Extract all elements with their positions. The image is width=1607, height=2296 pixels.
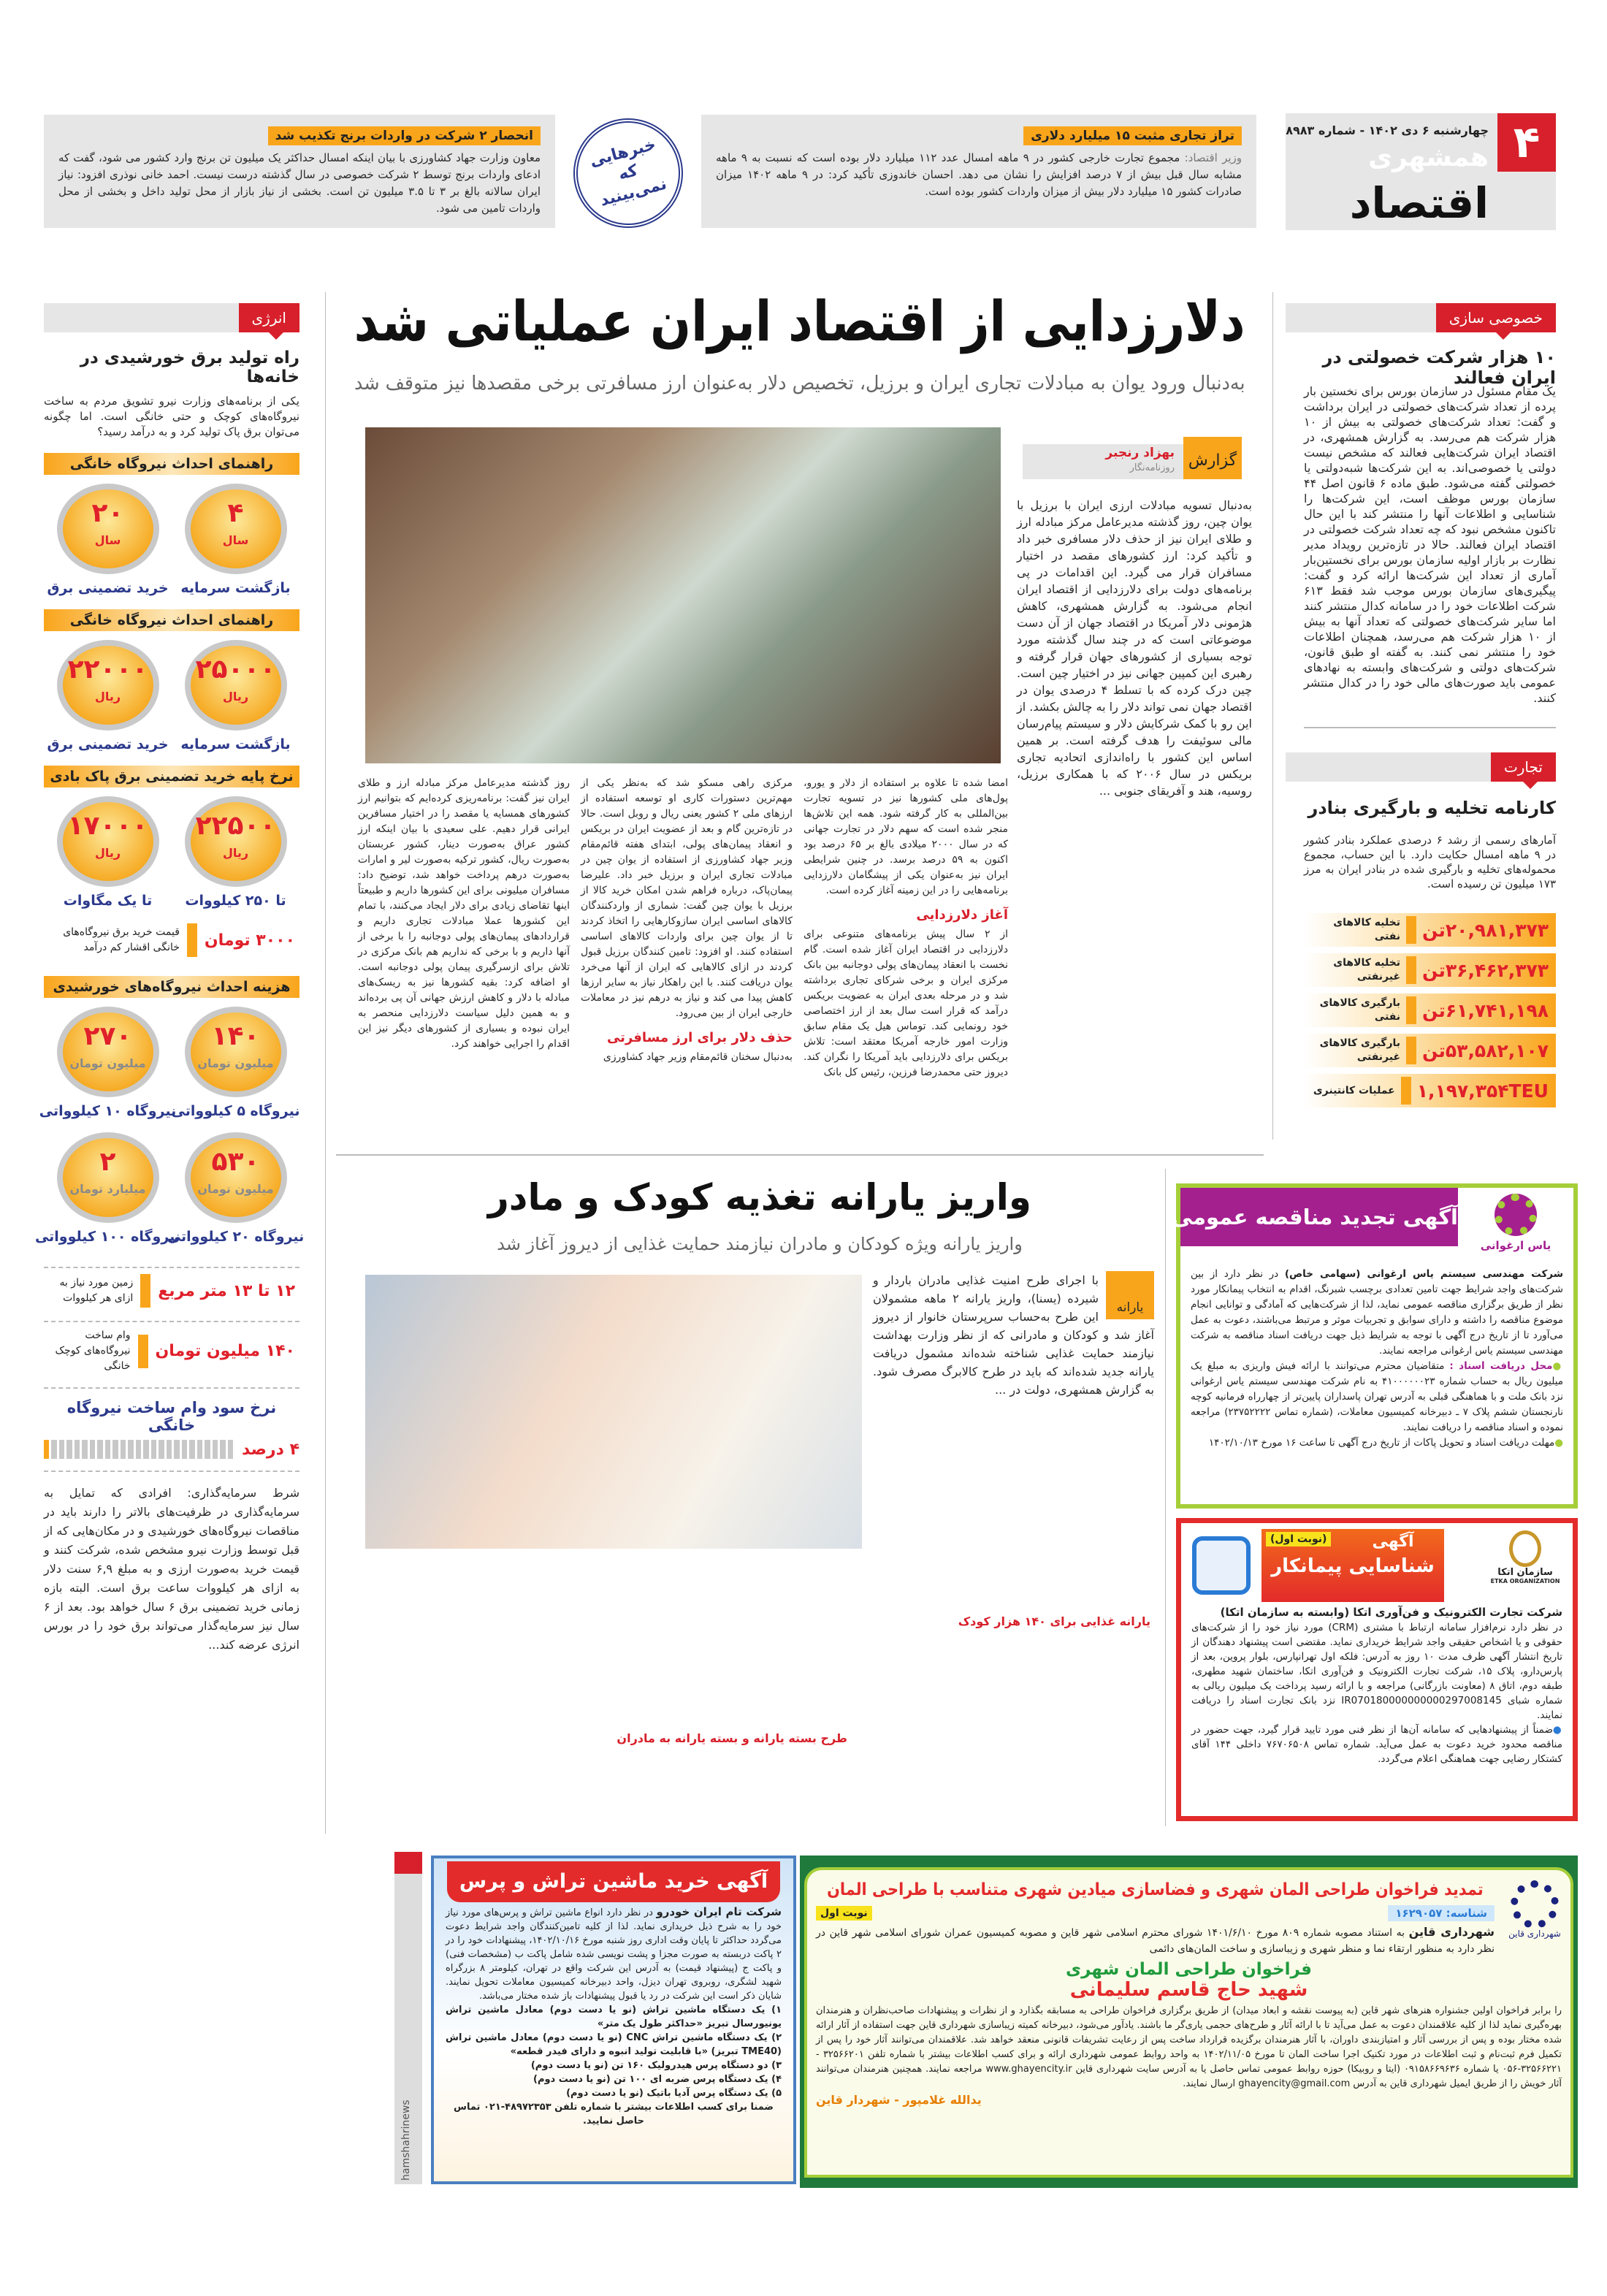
brief-title: تراز تجاری مثبت ۱۵ میلیارد دلاری	[1023, 126, 1242, 145]
ad-body	[1191, 1267, 1563, 1451]
item: ۲) یک دستگاه ماشین تراش CNC (نو یا دست دوم) معادل ماشین تراش (TME40 تبریز) «با قابلیت تولید انبوه و دارای فیدر قطعه»	[446, 2032, 782, 2057]
circle-value: ۲۵۰۰۰	[195, 655, 276, 684]
company-name: شرکت تام ایران خودرو	[656, 1905, 782, 1918]
circle-unit: سال	[222, 533, 249, 547]
stat-value: ۱۲ تا ۱۳ متر مربع	[158, 1281, 295, 1300]
page-number: ۴	[1497, 113, 1556, 172]
ad-etka	[1176, 1518, 1578, 1821]
subsidy-sub1: یارانه غذایی برای ۱۴۰ هزار کودک	[958, 1614, 1150, 1628]
rate-segment-empty	[143, 1440, 148, 1459]
group-header: نرخ پایه خرید تضمینی برق پاک بادی	[44, 766, 299, 787]
stat-circle	[185, 796, 287, 887]
subsidy-headline: واریز یارانه تغذیه کودک و مادر	[488, 1176, 1031, 1218]
circle-value: ۴	[227, 498, 244, 528]
kicker-label: انرژی	[239, 303, 299, 332]
subsidy-headline-wrap	[365, 1172, 1154, 1224]
masthead	[1286, 113, 1556, 230]
main-headline-wrap	[343, 286, 1256, 359]
ad-body: را برابر فراخوان اولین جشنواره هنرهای شهر قاین (به پیوست نقشه و ابعاد میدان) از طریق برگزاری فراخوان طراحی به مسابقه بگذارد و از نظرات و پیشنهادات صاحب‌نظران و هنرمندان بهره‌گیری نماید لذا از کلیه علاقمندان دعوت به عمل می‌آید تا با ارائه آثار و طرح‌های حجمی یاری‌گر ما باشند. یادآور می‌شود، دبیرخانه کمیته زیباسازی شهرداری قاین جهت استفاده از آثار ارائه شده مختار بوده و پس از بررسی آثار و امتیازبندی داوران، با آثار هنرمندان برگزیده قرارداد ساخت پس از رعایت تشریفات قانونی منعقد خواهد شد. علاقمندان می‌توانند آثار خود را پس از تکمیل فرم ثبت‌نام و ثبت اطلاعات در مورد تکنیک اجرا ساخت المان تا مورخ ۱۴۰۲/۱۱/۰۵ به واحد روابط عمومی شهرداری ارائه و برای کسب اطلاعات بیشتر با شماره تلفن ۳۲۵۶۶۲۰۱ - ۳۲۵۶۶۲۲۱-۰۵۶ یا شماره ۰۹۱۵۸۶۶۹۶۳۶ (ایتا و روبیکا) حوزه روابط عمومی تماس حاصل یا به آدرس سایت شهرداری قاین www.ghayencity.ir مراجعه نمایند. همچنین هنرمندان می‌توانند آثار خویش را از طریق ایمیل شهرداری قاین به آدرس ghayencity@gmail.com ارسال نمایند.	[816, 2005, 1562, 2089]
call-title: فراخوان طراحی المان شهری	[1066, 1960, 1312, 1979]
circle-value: ۲۰	[91, 498, 124, 528]
stat-circle	[57, 484, 159, 574]
kicker-energy	[44, 303, 299, 332]
social-handle[interactable]: hamshahrinews	[400, 2099, 412, 2181]
main-photo-dollars	[365, 427, 1001, 763]
bar-marker	[1406, 1037, 1416, 1064]
item: ۵) یک دستگاه پرس آدیا باتیک (نو یا دست دوم)	[566, 2088, 782, 2099]
stat-cell	[167, 1132, 305, 1245]
stat-cell	[171, 1007, 300, 1119]
circle-unit: ریال	[222, 846, 249, 860]
deadline-text: مهلت دریافت اسناد و تحویل پاکات از تاریخ درج آگهی تا ساعت ۱۶ مورخ ۱۴۰۲/۱۰/۱۳	[1208, 1437, 1555, 1449]
circle-unit: ریال	[94, 846, 121, 860]
divider	[44, 1387, 299, 1389]
paper-name-logo: همشهری	[1368, 142, 1489, 172]
brief-body: معاون وزارت جهاد کشاورزی با بیان اینکه امسال حداکثر یک میلیون تن برنج وارد کشور می شود، گفت که ادعای واردات برنج توسط ۲ شرکت خصوصی در سال گذشته درست نیست. احمد خانی نوذری افزود: نیاز ایران سالانه بالغ بر ۳ تا ۳.۵ میلیون تن است. بخشی از نیاز بازار از محل تولید داخل و بخشی از محل واردات تامین می شود.	[58, 151, 541, 215]
stat-cell	[46, 796, 170, 909]
rate-row	[44, 1440, 299, 1459]
ad-text: در نظر دارد انواع ماشین تراش و پرس‌های مورد نیاز خود را به شرح ذیل خریداری نماید. لذا از کلیه تامین‌کنندگان واجد شرایط دعوت می‌گردد حداکثر تا پایان وقت اداری روز شنبه مورخ ۱۴۰۲/۱۰/۱۶، پیشنهادات خود را در ۲ پاکت دربسته به صورت مجزا و پشت نویسی شده شامل پاکت ب (مشخصات فنی) و پاکت ج (پیشنهاد قیمت) به آدرس این شرکت واقع در تهران، کیلومتر ۸ بزرگراه شهید لشگری، روبروی تهران دیزل، واحد دبیرخانه کمیسیون معاملات تحویل نمایند. شایان ذکر است این شرکت در رد یا قبول پیشنهادات باز شده مختار می‌باشد.	[446, 1907, 782, 2002]
rate-segment-empty	[66, 1440, 72, 1459]
circle-label: تا یک مگاوات	[63, 893, 153, 909]
subsidy-lead-block	[873, 1271, 1154, 1399]
ad-intro	[816, 1924, 1495, 1957]
circle-value: ۲۲۰۰۰	[67, 655, 148, 684]
rate-segment-empty	[197, 1440, 202, 1459]
privatization-body: یک مقام مسئول در سازمان بورس برای نخستین بار پرده از تعداد شرکت‌های خصولتی در ایران برداشت و گفت: تعداد شرکت‌های خصولتی به بیش از ۱۰ هزار شرکت هم می‌رسد. به گزارش همشهری، در اقتصاد ایران شرکت‌هایی فعالند که مشخص نیست دولتی یا خصوصی‌اند. به این شرکت‌ها شبه‌دولتی یا خصولتی گفته می‌شود. طبق ماده ۶ قانون اصل ۴۴ سازمان بورس موظف است، این شرکت‌ها را شناسایی و اطلاعات آنها را منتشر کند با این حال تاکنون مشخص نبود که چه تعداد شرکت خصولتی در اقتصاد ایران فعالند. حالا در تازه‌ترین رویداد مدیر نظارت بر بازار اولیه سازمان بورس برای نخستین‌بار آماری از تعداد این شرکت‌ها ارائه کرد و گفت: پیگیری‌های سازمان بورس موجب شد فقط ۶۱۳ شرکت اطلاعات خود را در سامانه کدال منتشر کنند اما سایر شرکت‌های خصولتی که تعداد آنها به بیش از ۱۰ هزار شرکت هم می‌رسد، همچنان اطلاعات خود را منتشر نمی کنند. به گفته او طبق قانون، شرکت‌های دولتی و شرکت‌های وابسته به نهادهای عمومی باید صورت‌های مالی خود را در کدال منتشر کنند.	[1304, 384, 1556, 705]
flower-icon	[1495, 1194, 1537, 1236]
company-name: شرکت مهندسی سیستم یاس ارغوانی (سهامی خاص)	[1284, 1268, 1563, 1280]
item: ۴) یک دستگاه پرس ضربه ای ۱۰۰ تن (نو یا دست دوم)	[533, 2074, 782, 2085]
rate-value: ۴ درصد	[241, 1440, 299, 1459]
main-col-a: روز گذشته مدیرعامل مرکز مبادله ارز و طلای ایران نیز گفت: برنامه‌ریزی کرده‌ایم که بتوانیم ارز کشورهای همسایه یا مقصد را در اختیار مسافرین ایرانی قرار دهیم. علی سعیدی با بیان اینکه ارز کشور عراق به‌صورت دینار، کشور عربستان به‌صورت ریال، کشور ترکیه به‌صورت لیر و امارات به‌صورت درهم پرداخت خواهد شد، توضیح داد: مسافران میلیونی برای این کشورها داریم و طبیعتاً اینها تقاضای زیادی برای دلار ایجاد می‌کنند، با تمام این کشورها عملا مبادلات تجاری داریم و قراردادهای پیمان‌های پولی دوجانبه را با برخی از آنها داریم و با برخی که نداریم هم بانک مرکزی در تلاش برای ازسرگیری پیمان پولی دوجانبه است. او اضافه کرد: بقیه کشورها نیز به ریسک‌های مبادله با دلار و کاهش ارزش جهانی آن پی برده‌اند و به همین دلیل سیاست دلارزدایی منحصر به ایران نبوده و بسیاری از کشورهای دیگر نیز این اقدام را اجرایی خواهند کرد.	[358, 777, 570, 1050]
rate-title: نرخ سود وام ساخت نیروگاه خانگی	[66, 1399, 277, 1434]
circle-value: ۲۲۵۰۰	[195, 811, 276, 841]
stat-circle	[57, 796, 159, 887]
logo-text: یاس ارغوانی	[1480, 1239, 1551, 1252]
rate-segment-empty	[182, 1440, 187, 1459]
paragraph: امضا شده تا علاوه بر استفاده از دلار و یورو، پول‌های ملی کشورها نیز در تسویه تجارت بین‌المللی به کار گرفته شود. همه این تلاش‌ها منجر شده است که سهم دلار در تجارت جهانی که در سال ۲۰۰۰ میلادی بالغ بر ۶۵ درصد بود اکنون به ۵۹ درصد برسد. در چنین شرایطی ایران نیز به‌عنوان یکی از پیشگامان دلارزدایی برنامه‌هایی را در این زمینه آغاز کرده است.	[804, 777, 1008, 896]
rate-segment-filled	[44, 1440, 49, 1459]
ad-title: آگهی خرید ماشین تراش و پرس	[447, 1861, 780, 1902]
stat-cell	[174, 484, 298, 596]
badge-first-round: نوبت اول	[816, 1906, 872, 1921]
group-header: هزینه احداث نیروگاه‌های خورشیدی	[44, 976, 299, 998]
circle-label: نیروگاه ۲۰ کیلوواتی	[167, 1229, 305, 1245]
privatization-title: ۱۰ هزار شرکت خصولتی در ایران فعالند	[1322, 347, 1556, 388]
column-divider	[325, 292, 326, 1834]
main-col-right: به‌دنبال تسویه مبادلات ارزی ایران با برزیل با یوان چین، روز گذشته مدیرعامل مرکز مبادله ارز و طلای ایران نیز از حذف دلار مسافری خبر داد و تأکید کرد: ارز کشورهای مقصد در اختیار مسافران قرار می گیرد. این اقدامات در پی برنامه‌های دولت برای دلارزدایی از اقتصاد ایران انجام می‌شود. به گزارش همشهری، کاهش هژمونی دلار آمریکا در اقتصاد جهان از آن دست موضوعاتی است که در چند سال گذشته مورد توجه بسیاری از کشورهای جهان قرار گرفته و رهبری این کمپین جهانی نیز در اختیار چین است. چین درک کرده که با تسلط ۴ درصدی یوان در اقتصاد جهان نمی تواند دلار را به چالش بکشد. از این رو با کمک شرکایش دلار و سیستم پیام‌رسان مالی سوئیفت را هدف گرفته است. بر همین اساس این کشور با راه‌اندازی اتحادیه تجاری بریکس در سال ۲۰۰۶ که با همکاری برزیل، روسیه، هند و آفریقای جنوبی ...	[1017, 498, 1253, 798]
social-strip	[394, 1852, 422, 2184]
bar-marker	[1401, 1077, 1411, 1105]
stat-loan	[44, 1322, 299, 1380]
group-header: راهنمای احداث نیروگاه خانگی	[44, 609, 299, 631]
subsidy-subhead: واریز یارانه ویژه کودکان و مادران نیازمند حمایت غذایی از دیروز آغاز شد	[497, 1234, 1023, 1254]
byline-label: گزارش	[1183, 437, 1242, 479]
ad-header	[1181, 1523, 1573, 1605]
stat-circle	[57, 640, 159, 731]
stat-label: وام ساخت نیروگاه‌های کوچک خانگی	[55, 1330, 131, 1372]
bar-marker	[1406, 956, 1416, 984]
circle-unit: سال	[94, 533, 121, 547]
stat-label: عملیات کانتینری	[1313, 1084, 1395, 1096]
divider	[1304, 727, 1556, 728]
brief-text	[716, 150, 1242, 200]
circle-label: خرید تضمینی برق	[47, 736, 169, 752]
byline-role: روزنامه‌نگار	[1129, 462, 1175, 473]
ad-title: آگهی تجدید مناقصه عمومی	[1180, 1188, 1458, 1246]
item: ۳) دو دستگاه پرس هیدرولیک ۱۶۰ تن (نو یا دست دوم)	[530, 2060, 782, 2071]
group-header: راهنمای احداث نیروگاه خانگی	[44, 453, 299, 475]
main-subhead: به‌دنبال ورود یوان به مبادلات تجاری ایران و برزیل، تخصیص دلار به‌عنوان ارز مسافرتی برخی مقصدها نیز متوقف شد	[354, 373, 1245, 394]
circle-unit: میلیارد تومان	[69, 1182, 146, 1196]
main-col-c	[804, 776, 1008, 1080]
port-stat-row	[1304, 1074, 1556, 1107]
stat-circle	[57, 1007, 159, 1097]
badge-first-round: (نوبت اول)	[1266, 1532, 1331, 1546]
stat-label: بارگیری کالاهای غیرنفتی	[1319, 1037, 1401, 1063]
circle-row	[44, 640, 299, 752]
ad-id: شناسه: ۱۶۲۹۰۵۷	[1388, 1905, 1495, 1921]
place-label: محل دریافت اسناد :	[1449, 1360, 1553, 1372]
logo-text: شهرداری قاین	[1508, 1929, 1561, 1939]
ad-title-small: آگهی	[1372, 1533, 1414, 1551]
main-subhead-wrap	[343, 369, 1256, 401]
ad-tender	[1171, 1183, 1578, 1509]
rate-segment-empty	[189, 1440, 194, 1459]
ad-note: ●ضمناً از پیشنهادهایی که سامانه آن‌ها از نظر فنی مورد تایید قرار گیرد، جهت حضور در مناقصه محدود خرید دعوت به عمل می‌آید. شماره تماس ۷۶۷۰۶۵۰۸ داخلی ۱۴۴ آقای کشتکار رضایی جهت هماهنگی اعلام می‌گردد.	[1191, 1724, 1562, 1765]
intro-bold: شهرداری قاین	[1408, 1925, 1495, 1939]
stat-land	[44, 1268, 299, 1313]
stat-cell	[39, 1007, 177, 1119]
rate-segment-empty	[82, 1440, 87, 1459]
rate-segment-empty	[51, 1440, 56, 1459]
etka-logo	[1489, 1530, 1562, 1584]
circle-unit: میلیون تومان	[69, 1056, 146, 1070]
stat-label: زمین مورد نیاز به ازای هر کیلووات	[59, 1277, 134, 1304]
yas-arghavani-logo	[1458, 1188, 1573, 1265]
stat-circle	[185, 484, 287, 574]
energy-body: شرط سرمایه‌گذاری: افرادی که تمایل به سرمایه‌گذاری در ظرفیت‌های بالاتر را دارند باید در مناقصات نیروگاه‌های خورشیدی و در مکان‌هایی که از قبل توسط وزارت نیرو مشخص شده، شرکت کنند و قیمت خرید به‌صورت ارزی و به مبلغ ۶,۹ سنت دلار به ازای هر کیلووات ساعت برق است. البته بازه زمانی خرید تضمینی برق ۶ سال خواهد بود. بعد از ۶ سال نیز سرمایه‌گذار می‌تواند برق خود را در بورس انرژی عرضه کند...	[44, 1486, 300, 1652]
circle-unit: میلیون تومان	[197, 1182, 274, 1196]
section-subhead: آغاز دلارزدایی	[916, 907, 1008, 923]
ad-press	[431, 1856, 796, 2184]
section-title: اقتصاد	[1349, 178, 1489, 228]
bar-marker	[140, 1274, 150, 1308]
stamp-text: خبرهایی که نمی‌بینید	[587, 135, 669, 210]
stat-cell	[46, 640, 170, 752]
circle-label: بازگشت سرمایه	[180, 736, 291, 752]
rate-segment-empty	[121, 1440, 126, 1459]
stat-value: ۶۱,۷۴۱,۱۹۸تن	[1422, 999, 1549, 1021]
qayen-logo	[1505, 1880, 1565, 1939]
bar-marker	[1406, 996, 1416, 1024]
stat-label: بارگیری کالاهای نفتی	[1319, 997, 1401, 1023]
stat-label: قیمت خرید برق نیروگاه‌های خانگی اقشار کم درآمد	[63, 926, 180, 953]
stat-value: ۲۰,۹۸۱,۳۷۳تن	[1422, 919, 1549, 941]
kicker-label: تجارت	[1491, 752, 1556, 782]
subsidy-sub2: طرح بسته یارانه و بسته یارانه به مادران	[617, 1731, 847, 1745]
stat-cell	[174, 796, 298, 909]
ad-title: تمدید فراخوان طراحی المان شهری و فضاسازی میادین شهری متناسب با طراحی المان	[827, 1880, 1484, 1899]
rate-segment-empty	[151, 1440, 156, 1459]
circle-value: ۱۴۰	[211, 1021, 260, 1051]
circle-label: بازگشت سرمایه	[180, 580, 291, 596]
rate-bar	[44, 1440, 233, 1459]
ad-place: ●محل دریافت اسناد : متقاضیان محترم می‌توانند با ارائه فیش واریزی به مبلغ یک میلیون ریال به حساب شماره ۴۱۰۰۰۰۰۰۲۳ به نام شرکت مهندسی سیستم یاس ارغوانی نزد بانک ملت و با هماهنگی قبلی به آدرس تهران پاسداران پایین‌تر از چهارراه فرمانیه کوچه نارنجستان ششم پلاک ۷ ـ دبیرخانه کمیسیون معاملات، (شماره تماس ۲۳۷۵۲۲۲۲) مراجعه نموده و اسناد مناقصه را دریافت نمایند.	[1191, 1360, 1563, 1433]
etka-emblem-icon	[1509, 1530, 1541, 1567]
bar-marker	[1406, 916, 1416, 944]
ad-text: در نظر دارد نرم‌افزار سامانه ارتباط با مشتری (CRM) مورد نیاز خود را از شرکت‌های حقوقی و یا اشخاص حقیقی واجد شرایط خریداری نماید. مقتضی است پیشنهاد دهندگان از تاریخ انتشار آگهی ظرف مدت ۱۰ روز به آدرس: فلکه اول تهرانپارس، بلوار پروین، بعد از پارس‌دارو، پلاک ۱۵، شرکت تجارت الکترونیک و فن‌آوری اتکا، ساختمان شهید مطهری، طبقه دوم، اتاق ۸ (معاونت بازرگانی) مراجعه و با ارائه رسید پرداخت یک میلیون ریالی به شماره شبای IR070180000000000297008145 نزد بانک تجارت اسناد را دریافت نمایند.	[1191, 1622, 1563, 1721]
org-name-en: ETKA ORGANIZATION	[1490, 1578, 1560, 1584]
circle-label: خرید تضمینی برق	[47, 580, 169, 596]
org-name-fa: سازمان اتکا	[1497, 1567, 1553, 1578]
energy-title: راه تولید برق خورشیدی در خانه‌ها	[80, 348, 299, 386]
circle-row	[44, 796, 299, 909]
bar-marker	[187, 923, 197, 957]
stat-cell	[46, 484, 170, 596]
byline-name: بهزاد رنجبر	[1105, 446, 1175, 460]
rate-segment-empty	[167, 1440, 172, 1459]
main-col-b	[581, 776, 793, 1065]
rate-segment-empty	[228, 1440, 233, 1459]
circle-label: نیروگاه ۱۰ کیلوواتی	[39, 1103, 177, 1119]
stat-circle	[185, 1007, 287, 1097]
fingerprint-card-icon	[1192, 1536, 1251, 1595]
circle-label: نیروگاه ۱۰۰ کیلوواتی	[34, 1229, 181, 1245]
stat-cell	[174, 640, 298, 752]
brief-right	[701, 115, 1256, 228]
energy-column	[34, 303, 305, 1655]
circle-value: ۲۷۰	[83, 1021, 132, 1051]
rate-segment-empty	[97, 1440, 102, 1459]
stat-cell	[34, 1132, 181, 1245]
stat-circle	[57, 1132, 159, 1223]
kicker-label: خصوصی سازی	[1436, 303, 1556, 332]
circle-unit: ریال	[94, 690, 121, 703]
circle-label: تا ۲۵۰ کیلووات	[185, 893, 286, 909]
stat-value: ۵۳,۵۸۲,۱۰۷تن	[1422, 1040, 1549, 1061]
brief-body: مجموع تجارت خارجی کشور در ۹ ماهه امسال عدد ۱۱۲ میلیارد دلار بوده است که نسبت به ۹ ماهه مشابه سال قبل بیش از ۷ درصد افزایش را نشان می دهد. احسان خاندوزی تأکید کرد: در ۹ ماهه ۱۴۰۲ میزان صادرات کشور ۱۵ میلیارد دلار بیش از میزان واردات کشور بوده است.	[716, 151, 1243, 198]
paragraph: به‌دنبال سخنان قائم‌مقام وزیر جهاد کشاورزی	[603, 1051, 793, 1063]
stat-value: ۳۰۰۰ تومان	[204, 931, 295, 950]
contact: ضمنا برای کسب اطلاعات بیشتر با شماره تلفن ۴۸۹۷۲۳۵۳-۰۲۱ تماس حاصل نمایید.	[454, 2102, 774, 2127]
stat-value: ۳۶,۴۶۲,۳۷۳تن	[1422, 959, 1549, 981]
circle-value: ۱۷۰۰۰	[67, 811, 148, 841]
circle-label: نیروگاه ۵ کیلوواتی	[171, 1103, 300, 1119]
ad-deadline: ●مهلت دریافت اسناد و تحویل پاکات از تاریخ درج آگهی تا ساعت ۱۶ مورخ ۱۴۰۲/۱۰/۱۳	[1208, 1437, 1563, 1449]
circle-value: ۵۳۰	[211, 1147, 260, 1177]
circle-unit: ریال	[222, 690, 249, 703]
rate-segment-empty	[213, 1440, 218, 1459]
byline	[1023, 444, 1242, 479]
ad-body	[1181, 1605, 1573, 1766]
rate-segment-empty	[59, 1440, 64, 1459]
municipality-emblem-icon	[1511, 1880, 1559, 1929]
signature: یدالله غلامپور - شهردار قاین	[816, 2093, 982, 2107]
divider	[44, 1471, 299, 1472]
rate-segment-empty	[136, 1440, 141, 1459]
circle-unit: میلیون تومان	[197, 1056, 274, 1070]
brief-lead: وزیر اقتصاد:	[1184, 151, 1243, 164]
ad-intro	[1191, 1267, 1563, 1359]
subsidy-lead: با اجرای طرح امنیت غذایی مادران باردار و شیرده (یسنا)، واریز یارانه ۲ ماهه مشمولان این طرح به‌حساب سرپرستان خانوار از دیروز آغاز شد و کودکان و مادرانی که از نظر وزارت بهداشت نیازمند حمایت غذایی شناخته شده‌اند مشمول دریافت یارانه جدید شده‌اند که باید در طرح کالابرگ مصرف شود. به گزارش همشهری، دولت در ...	[873, 1273, 1154, 1397]
bar-marker	[138, 1335, 148, 1368]
kicker-trade	[1286, 752, 1556, 782]
divider	[336, 1154, 1264, 1156]
place-text: متقاضیان محترم می‌توانند با ارائه فیش واریزی به مبلغ یک میلیون ریال به حساب شماره ۴۱۰۰۰۰۰۰۲۳ به نام شرکت مهندسی سیستم یاس ارغوانی نزد بانک ملت و با هماهنگی قبلی به آدرس تهران پاسداران پایین‌تر از چهارراه فرمانیه کوچه نارنجستان ششم پلاک ۷ ـ دبیرخانه کمیسیون معاملات، (شماره تماس ۲۳۷۵۲۲۲۲) مراجعه نموده و اسناد مناقصه را دریافت نمایند.	[1191, 1360, 1563, 1433]
call-name: شهید حاج قاسم سلیمانی	[1069, 1979, 1308, 2001]
stat-value: ۱۴۰ میلیون تومان	[155, 1342, 295, 1360]
rate-segment-empty	[205, 1440, 210, 1459]
ad-body	[437, 1902, 790, 2131]
trade-title: کارنامه تخلیه و بارگیری بنادر	[1308, 798, 1556, 818]
brief-left	[44, 115, 555, 228]
company-name: شرکت تجارت الکترونیک و فن‌آوری اتکا (وابسته به سازمان اتکا)	[1220, 1606, 1562, 1619]
stat-label: تخلیه کالاهای غیرنفتی	[1333, 957, 1401, 983]
ad-id-row	[816, 1905, 1495, 1921]
trade-body: آمارهای رسمی از رشد ۶ درصدی عملکرد بنادر کشور در ۹ ماهه امسال حکایت دارد. با این حساب، مجموع محموله‌های تخلیه و بارگیری شده در بنادر ایران به مرز ۱۷۳ میلیون تن رسیده است.	[1304, 834, 1556, 890]
ad-inner	[804, 1867, 1573, 2178]
ad-title-wrap	[816, 1877, 1495, 1902]
stat-circle	[185, 1132, 287, 1223]
rate-segment-empty	[105, 1440, 110, 1459]
column-divider	[1272, 292, 1273, 1140]
energy-intro: یکی از برنامه‌های وزارت نیرو تشویق مردم به ساخت نیروگاه‌های کوچک و حتی خانگی است. اما چگونه می‌توان برق پاک تولید کرد و به درآمد رسید؟	[44, 394, 299, 438]
ad-qayen	[800, 1856, 1578, 2188]
note-text: ضمناً از پیشنهادهایی که سامانه آن‌ها از نظر فنی مورد تایید قرار گیرد، جهت حضور در مناقصه محدود خرید دعوت به عمل می‌آید. شماره تماس ۷۶۷۰۶۵۰۸ داخلی ۱۴۴ آقای کشتکار رضایی جهت هماهنگی اعلام می‌گردد.	[1191, 1724, 1562, 1765]
port-stat-row	[1304, 1034, 1556, 1067]
section-subhead: حذف دلار برای ارز مسافرتی	[606, 1030, 793, 1045]
kicker-privatization	[1286, 303, 1556, 332]
stat-value: ۱,۱۹۷,۳۵۴TEU	[1416, 1080, 1549, 1102]
rate-segment-empty	[90, 1440, 95, 1459]
stat-circle	[185, 640, 287, 731]
date-issue: چهارشنبه ۶ دی ۱۴۰۲ - شماره ۸۹۸۳	[1286, 123, 1489, 137]
ad-title: شناسایی پیمانکار	[1271, 1555, 1435, 1577]
main-headline: دلارزدایی از اقتصاد ایران عملیاتی شد	[354, 289, 1245, 354]
rate-segment-empty	[159, 1440, 164, 1459]
rate-segment-empty	[75, 1440, 80, 1459]
rate-segment-empty	[112, 1440, 118, 1459]
circle-row	[34, 1132, 305, 1245]
paragraph: مرکزی راهی مسکو شد که به‌نظر یکی از مهم‌ترین دستورات کاری او توسعه استفاده از ارزهای ملی ۲ کشور یعنی ریال و روبل است. حالا در تازه‌ترین گام و بعد از عضویت ایران در بریکس و انعقاد پیمان‌های پولی، ابتدای هفته قائم‌مقام وزیر جهاد کشاورزی از استفاده از یوان چین در مبادلات تجاری ایران و برزیل خبر داد. علیرضا پیمان‌پاک، درباره فراهم شدن امکان خرید کالا از برزیل با یوان چین گفت: شماری از واردکنندگان کالاهای اساسی ایران سازوکارهایی را اتخاذ کردند تا از یوان چین برای واردات کالاهای اساسی استفاده کنند. او افزود: تامین کنندگان برزیل قبول کردند در ازای کالاهایی که ایران از آنها می‌خرد یوان دریافت کنند. با این راهکار نیاز به سایر ارزها کاهش پیدا می کند و نیاز به درهم نیز در معاملات خارجی ایران از بین می‌رود.	[581, 777, 793, 1019]
circle-row	[44, 484, 299, 596]
stamp-logo	[561, 106, 695, 240]
circle-value: ۲	[99, 1147, 116, 1177]
rate-segment-empty	[174, 1440, 179, 1459]
rate-segment-empty	[220, 1440, 225, 1459]
subsidy-subhead-wrap	[365, 1231, 1154, 1260]
subsidy-photo-baby	[365, 1275, 862, 1549]
brief-title: انحصار ۲ شرکت در واردات برنج تکذیب شد	[268, 126, 541, 145]
stat-low-income-price	[44, 918, 299, 963]
column-divider	[1165, 1169, 1166, 1826]
port-stat-row	[1304, 953, 1556, 987]
rate-segment-empty	[128, 1440, 133, 1459]
paragraph: از ۲ سال پیش برنامه‌های متنوعی برای دلارزدایی در اقتصاد ایران آغاز شده است. گام نخست با انعقاد پیمان‌های پولی دوجانبه بین بانک مرکزی ایران و برخی شرکای تجاری برداشته شد و در مرحله بعدی ایران به عضویت بریکس درآمد که قرار است سال بعد از ارز اختصاصی خود رونمایی کند. توماس هیل یک مقام سابق وزارت امور خارجه آمریکا معتقد است: تلاش بریکس برای دلارزدایی باید آمریکا را نگران کند. دیروز حتی محمدرضا فرزین، رئیس کل بانک	[804, 928, 1008, 1078]
item: ۱) یک دستگاه ماشین تراش (نو یا دست دوم) معادل ماشین تراش یونیورسال تبریز «حداکثر طول یک متر»	[446, 2005, 782, 2029]
stat-label: تخلیه کالاهای نفتی	[1333, 917, 1401, 942]
ad-text: در نظر دارد از بین شرکت‌های واجد شرایط جهت تامین تعدادی برچسب شبرنگ، اقدام به انتخاب پیمانکار مورد نظر از طریق برگزاری مناقصه عمومی نماید، لذا از شرکت‌هایی که آمادگی و توانایی انجام موضوع مناقصه را داشته و دارای سوابق و تجربیات موثر و مرتبط می‌باشند، دعوت به عمل می‌آورد تا از تاریخ درج آگهی با توجه به شرایط ذیل جهت دریافت اسناد مناقصه به شرکت مهندسی سیستم یاس ارغوانی مراجعه نمایند.	[1191, 1268, 1563, 1357]
circle-row	[39, 1007, 300, 1119]
port-stat-row	[1304, 993, 1556, 1027]
intro-text: به استناد مصوبه شماره ۸۰۹ مورخ ۱۴۰۱/۶/۱۰ شورای محترم اسلامی شهر قاین و مصوبه کمیسیون عمران شورای اسلامی شهر قاین در نظر دارد به منظور ارتقاء نما و منظر شهری و زیباسازی و ساخت المان‌های دائمی	[816, 1927, 1495, 1955]
port-stat-row	[1304, 913, 1556, 947]
subsidy-kicker: یارانه	[1106, 1271, 1154, 1319]
